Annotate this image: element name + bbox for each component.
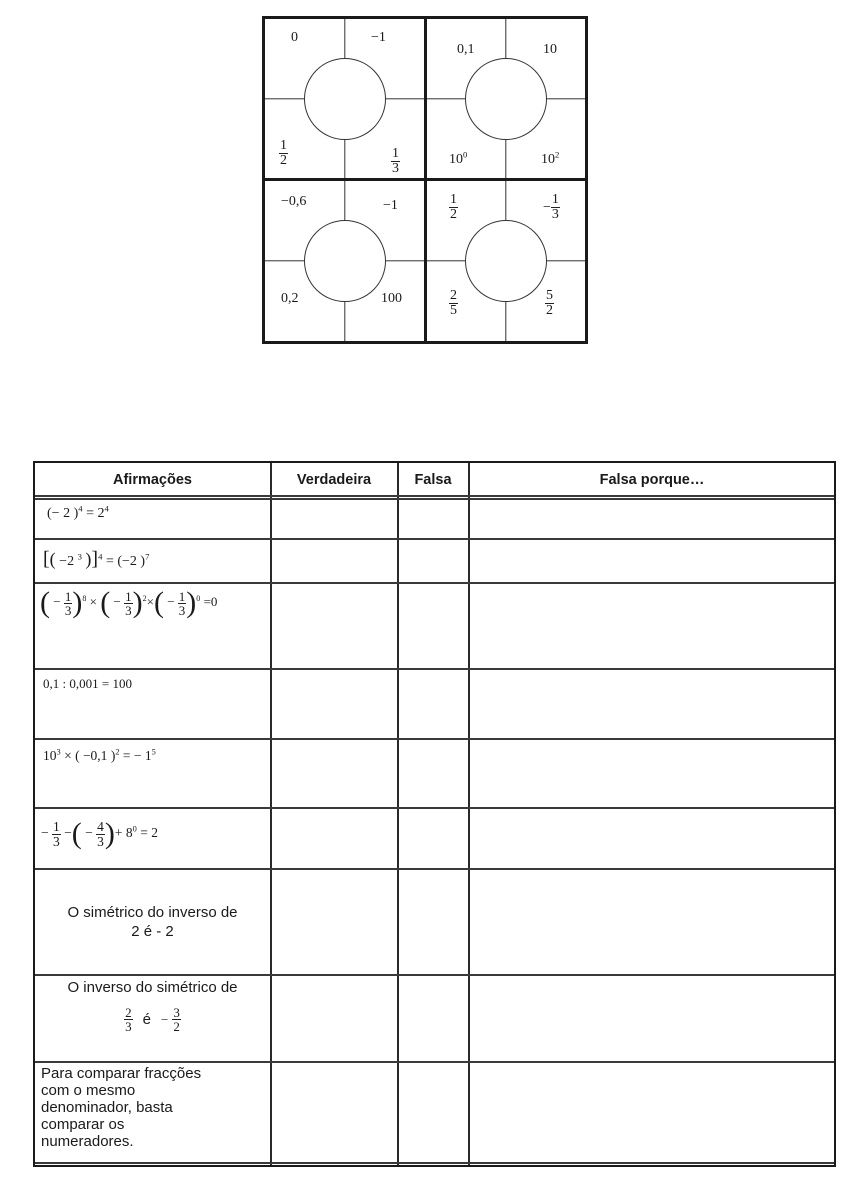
falsa-porque-cell-1[interactable] xyxy=(470,500,835,538)
puzzle-quadrant-4 xyxy=(427,181,585,341)
verdadeira-cell-4[interactable] xyxy=(272,670,397,738)
answer-circle[interactable] xyxy=(465,58,547,140)
falsa-porque-cell-4[interactable] xyxy=(470,670,835,738)
statement-7-line-1: O simétrico do inverso de xyxy=(67,904,238,921)
verdadeira-cell-6[interactable] xyxy=(272,809,397,868)
grid-divider xyxy=(265,178,585,181)
header-falsa-porque: Falsa porque… xyxy=(599,472,705,488)
falsa-cell-3[interactable] xyxy=(399,584,468,668)
statement-9 xyxy=(35,1063,270,1162)
power-bottom-right: $10^2$ xyxy=(541,149,560,167)
puzzle-quadrant-2 xyxy=(427,19,585,178)
statement-9-line: denominador, basta xyxy=(41,1099,173,1116)
statement-6: − $\frac{1}{3}$ −( − $\frac{4}{3}$ )+ $8^0 = 2$ xyxy=(41,817,158,850)
falsa-cell-4[interactable] xyxy=(399,670,468,738)
number-top-right: −1 xyxy=(371,30,386,45)
statement-9-line: Para comparar fracções xyxy=(41,1065,202,1082)
falsa-cell-7[interactable] xyxy=(399,870,468,974)
verdadeira-cell-3[interactable] xyxy=(272,584,397,668)
verdadeira-cell-1[interactable] xyxy=(272,500,397,538)
statement-8 xyxy=(35,976,270,1061)
statement-5: $10^3$ × ( −0,1 )$^2$ = − $1^5$ xyxy=(43,747,156,763)
header-afirmacoes: Afirmações xyxy=(113,472,192,488)
statement-9-line: numeradores. xyxy=(41,1133,134,1150)
statement-7 xyxy=(35,870,270,974)
falsa-porque-cell-3[interactable] xyxy=(470,584,835,668)
answer-circle[interactable] xyxy=(304,58,386,140)
true-false-table xyxy=(33,461,836,1167)
statement-9-line: com o mesmo xyxy=(41,1082,136,1099)
fraction-bottom-left: $\frac{2}{5}$ xyxy=(450,288,457,318)
circle-puzzle-grid xyxy=(262,16,588,344)
header-verdadeira: Verdadeira xyxy=(296,472,372,488)
power-bottom-left: $10^0$ xyxy=(449,149,468,167)
puzzle-quadrant-1 xyxy=(265,19,424,178)
fraction-bottom-right: $\frac{5}{2}$ xyxy=(546,288,553,318)
puzzle-quadrant-3 xyxy=(265,181,424,341)
header-divider xyxy=(35,495,834,497)
verdadeira-cell-8[interactable] xyxy=(272,976,397,1061)
verdadeira-cell-2[interactable] xyxy=(272,540,397,582)
fraction-top-left: $\frac{1}{2}$ xyxy=(450,192,457,222)
statement-8-math: $\frac{2}{3}$ é − $\frac{3}{2}$ xyxy=(125,1005,180,1034)
number-top-right: −1 xyxy=(383,198,398,213)
statement-1: (− 2 )$^4 = 2^4$ xyxy=(47,503,109,521)
falsa-porque-cell-5[interactable] xyxy=(470,740,835,807)
answer-circle[interactable] xyxy=(304,220,386,302)
verdadeira-cell-5[interactable] xyxy=(272,740,397,807)
number-top-left: −0,6 xyxy=(281,194,307,209)
verdadeira-cell-7[interactable] xyxy=(272,870,397,974)
number-top-left: 0,1 xyxy=(457,42,475,57)
falsa-porque-cell-9[interactable] xyxy=(470,1063,835,1162)
number-top-left: 0 xyxy=(291,30,298,45)
statement-3: ( − $\frac{1}{3}$ )$^8$ × ( − $\frac{1}{3}$ )$^2$×( − $\frac{1}{3}$ )$^0$ =0 xyxy=(40,586,218,619)
falsa-porque-cell-7[interactable] xyxy=(470,870,835,974)
header-falsa: Falsa xyxy=(414,472,452,488)
statement-8-line-1: O inverso do simétrico de xyxy=(67,979,238,996)
falsa-porque-cell-2[interactable] xyxy=(470,540,835,582)
falsa-cell-2[interactable] xyxy=(399,540,468,582)
fraction-bottom-right: $\frac{1}{3}$ xyxy=(392,146,399,176)
falsa-cell-5[interactable] xyxy=(399,740,468,807)
falsa-cell-1[interactable] xyxy=(399,500,468,538)
row-divider xyxy=(35,1162,834,1164)
fraction-bottom-left: $\frac{1}{2}$ xyxy=(280,138,287,168)
statement-9-line: comparar os xyxy=(41,1116,125,1133)
fraction-top-right: − $\frac{1}{3}$ xyxy=(543,192,559,222)
statement-4: 0,1 : 0,001 = 100 xyxy=(43,676,132,691)
number-bottom-left: 0,2 xyxy=(281,291,299,306)
falsa-cell-9[interactable] xyxy=(399,1063,468,1162)
verdadeira-cell-9[interactable] xyxy=(272,1063,397,1162)
falsa-cell-8[interactable] xyxy=(399,976,468,1061)
falsa-cell-6[interactable] xyxy=(399,809,468,868)
falsa-porque-cell-6[interactable] xyxy=(470,809,835,868)
answer-circle[interactable] xyxy=(465,220,547,302)
number-bottom-right: 100 xyxy=(381,291,402,306)
number-top-right: 10 xyxy=(543,42,557,57)
statement-2: [( −2 $^3$ )]$^4$ = (−2 )$^7$ xyxy=(43,548,150,570)
statement-7-line-2: 2 é - 2 xyxy=(131,923,174,940)
falsa-porque-cell-8[interactable] xyxy=(470,976,835,1061)
